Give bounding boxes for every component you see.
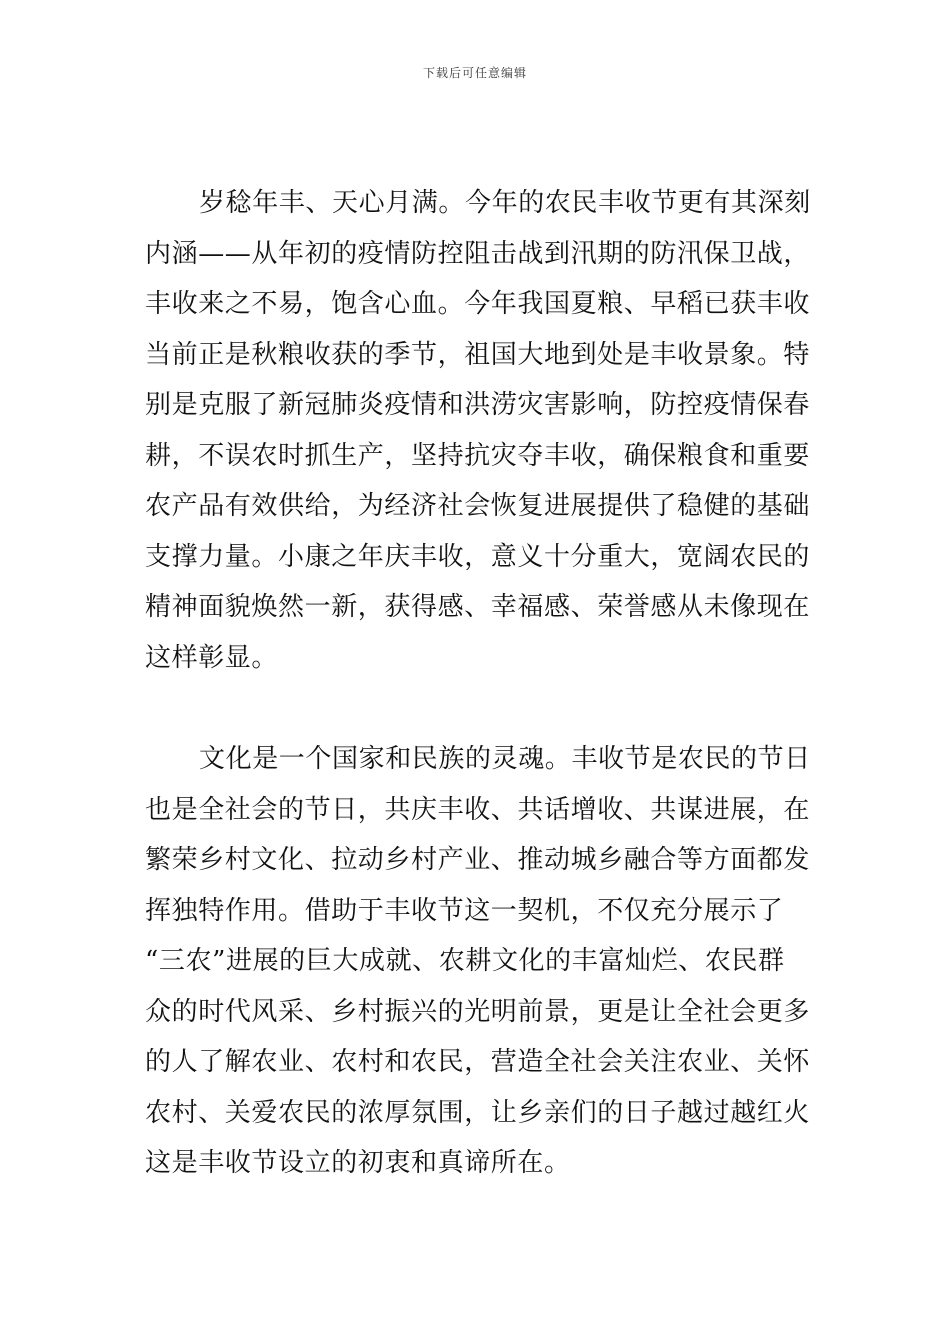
document-body xyxy=(145,178,811,1189)
paragraph-1-line: 精神面貌焕然一新，获得感、幸福感、荣誉感从未像现在 xyxy=(145,592,811,622)
paragraph-1-line: 别是克服了新冠肺炎疫情和洪涝灾害影响，防控疫情保春 xyxy=(145,390,811,420)
paragraph-1-line: 耕，不误农时抓生产，坚持抗灾夺丰收，确保粮食和重要 xyxy=(145,440,811,471)
paragraph-2 xyxy=(145,734,811,1189)
paragraph-2-line: 众的时代风采、乡村振兴的光明前景，更是让全社会更多 xyxy=(145,996,811,1027)
paragraph-2-line: 也是全社会的节日，共庆丰收、共话增收、共谋进展，在 xyxy=(145,794,811,825)
paragraph-2-line: 文化是一个国家和民族的灵魂。丰收节是农民的节日 xyxy=(199,744,811,774)
paragraph-1-line: 丰收来之不易，饱含心血。今年我国夏粮、早稻已获丰收 xyxy=(145,289,811,319)
paragraph-2-line: 挥独特作用。借助于丰收节这一契机，不仅充分展示了 xyxy=(145,895,784,926)
paragraph-1 xyxy=(145,178,811,683)
paragraph-1-line: 这样彰显。 xyxy=(145,642,279,673)
paragraph-1-line: 内涵——从年初的疫情防控阻击战到汛期的防汛保卫战， xyxy=(145,238,811,269)
paragraph-1-line: 当前正是秋粮收获的季节，祖国大地到处是丰收景象。特 xyxy=(145,339,811,370)
paragraph-2-line: 农村、关爱农民的浓厚氛围，让乡亲们的日子越过越红火 xyxy=(145,1097,811,1128)
paragraph-2-line: 这是丰收节设立的初衷和真谛所在。 xyxy=(145,1148,571,1178)
paragraph-1-line: 岁稔年丰、天心月满。今年的农民丰收节更有其深刻 xyxy=(199,188,811,218)
paragraph-spacer xyxy=(145,683,807,734)
paragraph-1-line: 农产品有效供给，为经济社会恢复进展提供了稳健的基础 xyxy=(145,491,811,521)
paragraph-2-line: “三农”进展的巨大成就、农耕文化的丰富灿烂、农民群 xyxy=(145,946,785,976)
paragraph-1-line: 支撑力量。小康之年庆丰收，意义十分重大，宽阔农民的 xyxy=(145,541,811,572)
paragraph-2-line: 繁荣乡村文化、拉动乡村产业、推动城乡融合等方面都发 xyxy=(145,845,811,875)
paragraph-2-line: 的人了解农业、农村和农民，营造全社会关注农业、关怀 xyxy=(145,1047,811,1077)
page-header-note: 下载后可任意编辑 xyxy=(422,66,527,80)
